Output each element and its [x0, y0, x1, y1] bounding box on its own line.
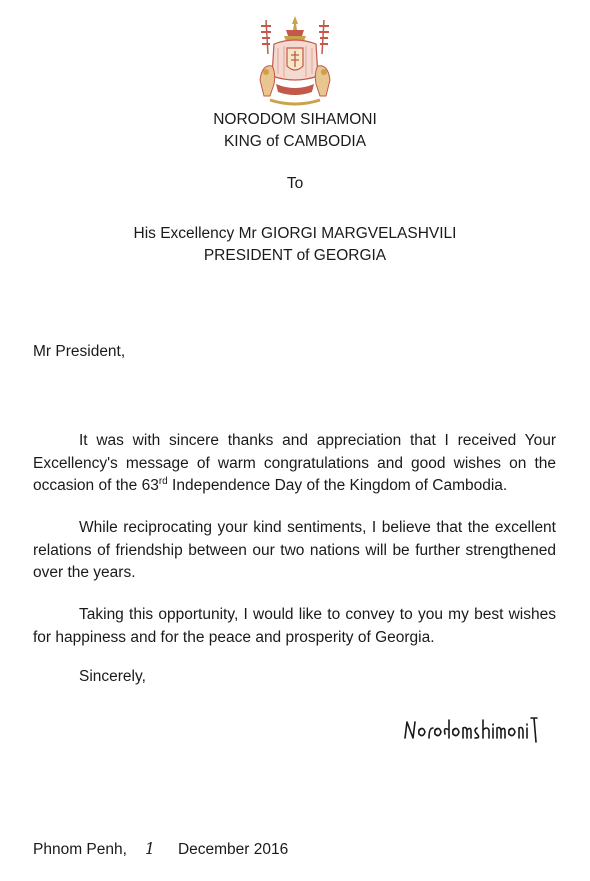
place: Phnom Penh, — [33, 841, 127, 858]
to-label: To — [286, 175, 304, 192]
sender-name: NORODOM SIHAMONI — [213, 111, 377, 128]
paragraph-1 — [33, 430, 556, 498]
royal-coat-of-arms-icon — [252, 14, 338, 110]
signature — [403, 716, 553, 744]
paragraph-1-text-a: It was with sincere thanks and appreciation that I received Your Excellency's message of warm congratulations and good wishes on the occasion of the 63 — [33, 432, 556, 494]
sender-title: KING of CAMBODIA — [223, 133, 367, 150]
paragraph-3: Taking this opportunity, I would like to convey to you my best wishes for happiness and for the peace and prosperity of Georgia. — [33, 606, 556, 646]
closing: Sincerely, — [79, 668, 146, 685]
recipient-line-1: His Excellency Mr GIORGI MARGVELASHVILI — [133, 225, 457, 242]
salutation: Mr President, — [33, 343, 126, 360]
place-date — [33, 840, 288, 859]
paragraph-2: While reciprocating your kind sentiments, I believe that the excellent relations of friendship between our two nations will be further strengthened over the years. — [33, 519, 556, 581]
recipient-line-2: PRESIDENT of GEORGIA — [203, 247, 387, 264]
ordinal-suffix: rd — [158, 475, 168, 487]
month-year: December 2016 — [177, 841, 289, 858]
day: 1 — [145, 840, 155, 858]
paragraph-1-text-b: Independence Day of the Kingdom of Cambodia. — [167, 477, 508, 494]
recipient-block — [0, 223, 590, 267]
sender-block — [0, 109, 590, 153]
